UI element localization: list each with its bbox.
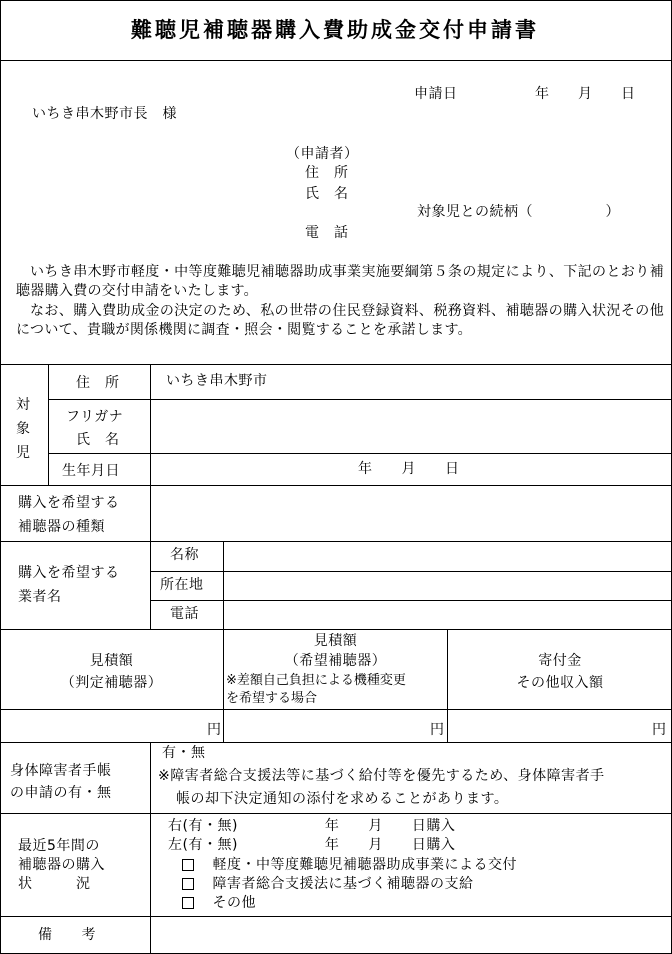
divider — [150, 600, 672, 601]
date-year: 年 — [535, 86, 550, 102]
applicant-address-field[interactable] — [365, 163, 655, 183]
divider — [0, 485, 672, 486]
estimate-col3-line1: 寄付金 — [538, 653, 582, 669]
yen-unit: 円 — [207, 722, 222, 738]
child-name-field[interactable] — [155, 426, 665, 452]
yen-unit: 円 — [652, 722, 667, 738]
child-side-label-3: 児 — [16, 445, 30, 461]
child-address-value: いちき串木野市 — [166, 373, 268, 389]
vendor-label-2: 業者名 — [18, 589, 62, 605]
divider — [0, 60, 672, 61]
checkbox-icon[interactable] — [182, 878, 194, 890]
estimate-desired-amount-field[interactable] — [228, 713, 424, 739]
device-type-label-2: 補聴器の種類 — [18, 519, 105, 535]
divider — [48, 399, 672, 400]
yen-unit: 円 — [430, 722, 445, 738]
vendor-name-field[interactable] — [228, 545, 665, 569]
divider — [0, 813, 672, 814]
applicant-name-label: 氏 名 — [305, 186, 349, 202]
date-day: 日 — [621, 86, 636, 102]
divider — [0, 629, 672, 630]
applicant-phone-label: 電 話 — [305, 225, 349, 241]
child-side-label-2: 象 — [16, 421, 30, 437]
date-month: 月 — [578, 86, 593, 102]
child-furigana-field[interactable] — [155, 402, 665, 422]
estimate-col2-note-1: ※差額自己負担による機種変更 — [226, 673, 406, 688]
divider — [48, 364, 49, 485]
child-furigana-label: フリガナ — [66, 409, 124, 425]
relation-field[interactable] — [555, 202, 625, 222]
disability-options[interactable]: 有・無 — [162, 745, 206, 761]
divider — [0, 541, 672, 542]
child-dob-field[interactable] — [155, 457, 665, 481]
estimate-col2-note-2: を希望する場合 — [226, 691, 318, 706]
divider — [150, 364, 151, 629]
history-check-2-label: 障害者総合支援法に基づく補聴器の支給 — [212, 876, 474, 892]
checkbox-icon[interactable] — [182, 859, 194, 871]
disability-label-2: の申請の有・無 — [10, 785, 112, 801]
child-dob-value: 年 月 日 — [358, 461, 460, 477]
disability-label-1: 身体障害者手帳 — [10, 763, 112, 779]
date-label: 申請日 — [414, 86, 458, 102]
estimate-judged-amount-field[interactable] — [4, 713, 200, 739]
child-side-label-1: 対 — [16, 397, 30, 413]
applicant-heading: （申請者） — [286, 146, 359, 162]
checkbox-icon[interactable] — [182, 897, 194, 909]
applicant-address-label: 住 所 — [305, 165, 349, 181]
child-dob-label: 生年月日 — [62, 463, 120, 479]
history-label-3: 状 況 — [18, 876, 91, 892]
vendor-phone-field[interactable] — [228, 604, 665, 626]
applicant-phone-field[interactable] — [365, 223, 655, 243]
divider — [48, 453, 672, 454]
history-check-2[interactable] — [182, 876, 474, 892]
device-type-field[interactable] — [155, 490, 665, 538]
vendor-label-1: 購入を希望する — [18, 565, 120, 581]
estimate-col1-line2: （判定補聴器） — [60, 675, 163, 691]
vendor-phone-label: 電話 — [170, 606, 199, 622]
vendor-location-field[interactable] — [228, 575, 665, 599]
donation-amount-field[interactable] — [452, 713, 648, 739]
estimate-col3-line2: その他収入額 — [516, 675, 604, 691]
remarks-label: 備 考 — [38, 927, 96, 943]
history-check-3[interactable] — [182, 895, 256, 911]
history-check-3-label: その他 — [212, 895, 256, 911]
child-address-field[interactable] — [290, 368, 665, 396]
page-title: 難聴児補聴器購入費助成金交付申請書 — [131, 18, 539, 42]
divider — [0, 709, 672, 710]
disability-note-1: ※障害者総合支援法等に基づく給付等を優先するため、身体障害者手 — [158, 768, 605, 784]
history-check-1[interactable] — [182, 857, 517, 873]
estimate-col2-line2: （希望補聴器） — [284, 653, 387, 669]
estimate-col1-line1: 見積額 — [89, 653, 134, 669]
divider — [0, 742, 672, 743]
history-label-2: 補聴器の購入 — [18, 857, 105, 873]
child-name-label: 氏 名 — [76, 432, 120, 448]
vendor-location-label: 所在地 — [160, 577, 204, 593]
history-left-ear[interactable]: 左(有・無) 年 月 日購入 — [168, 837, 456, 853]
remarks-field[interactable] — [155, 920, 665, 950]
history-right-ear[interactable]: 右(有・無) 年 月 日購入 — [168, 818, 456, 834]
relation-label: 対象児との続柄（ ） — [417, 204, 620, 220]
applicant-name-field[interactable] — [365, 184, 655, 204]
divider — [0, 364, 672, 365]
history-label-1: 最近5年間の — [18, 838, 100, 854]
divider — [150, 742, 151, 954]
divider — [150, 571, 672, 572]
disability-note-2: 帳の却下決定通知の添付を求めることがあります。 — [176, 791, 509, 807]
divider — [0, 916, 672, 917]
addressee: いちき串木野市長 様 — [32, 106, 177, 122]
vendor-name-label: 名称 — [170, 547, 199, 563]
device-type-label-1: 購入を希望する — [18, 495, 120, 511]
statement-paragraph-1: いちき串木野市軽度・中等度難聴児補聴器助成事業実施要綱第５条の規定により、下記のとおり補聴器購入費の交付申請をいたします。 — [16, 264, 664, 299]
child-address-label: 住 所 — [76, 375, 120, 391]
estimate-col2-line1: 見積額 — [313, 633, 358, 649]
application-date-field[interactable] — [470, 84, 650, 104]
statement-paragraph-2: なお、購入費助成金の決定のため、私の世帯の住民登録資料、税務資料、補聴器の購入状況その他について、貴職が関係機関に調査・照会・閲覧することを承諾します。 — [16, 303, 664, 338]
history-check-1-label: 軽度・中等度難聴児補聴器助成事業による交付 — [212, 857, 517, 873]
